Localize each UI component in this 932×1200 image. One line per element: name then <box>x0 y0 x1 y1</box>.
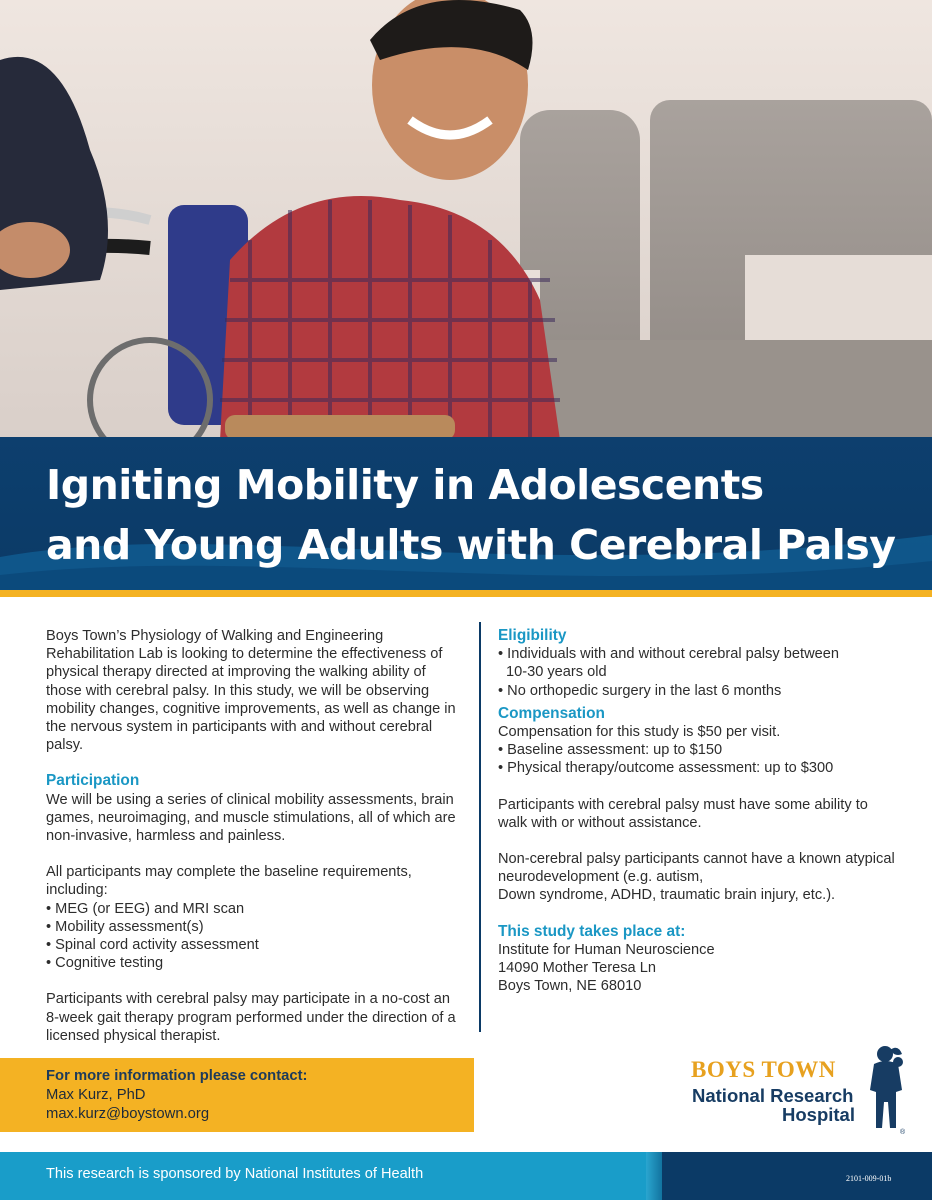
title-line-1: Igniting Mobility in Adolescents <box>46 461 764 509</box>
document-code: 2101-009-01b <box>846 1174 892 1183</box>
eligibility-item: • Individuals with and without cerebral palsy between <box>498 646 839 663</box>
footer-bar-dark <box>662 1152 932 1200</box>
logo-national-research: National Research <box>692 1085 854 1106</box>
compensation-heading: Compensation <box>498 704 605 722</box>
compensation-item: • Baseline assessment: up to $150 <box>498 742 723 759</box>
list-item: • Spinal cord activity assessment <box>46 937 259 954</box>
participation-paragraph-1: We will be using a series of clinical mobility assessments, brain games, neuroimaging, and muscle stimulations, all of which are non-invasive, harmless and painless. <box>46 791 456 845</box>
boy-carrying-child-icon <box>864 1042 910 1138</box>
gold-divider <box>0 590 932 597</box>
compensation-rate: Compensation for this study is $50 per visit. <box>498 724 781 741</box>
eligibility-heading: Eligibility <box>498 627 567 644</box>
list-item: • Cognitive testing <box>46 955 164 972</box>
registered-mark: ® <box>900 1129 906 1136</box>
logo-hospital: Hospital <box>782 1104 855 1125</box>
hero-illustration <box>0 0 932 440</box>
page-title <box>46 455 906 575</box>
location-heading: This study takes place at: <box>498 922 686 940</box>
title-banner <box>0 437 932 593</box>
exclusion-text: Non-cerebral palsy participants cannot have a known atypical neurodevelopment (e.g. autism, <box>498 851 895 886</box>
location-street: 14090 Mother Teresa Ln <box>498 960 656 977</box>
contact-box <box>0 1058 474 1132</box>
eligibility-item: • No orthopedic surgery in the last 6 months <box>498 682 782 699</box>
ability-requirement: Participants with cerebral palsy must have some ability to walk with or without assistance. <box>498 796 868 831</box>
location-city: Boys Town, NE 68010 <box>498 978 642 995</box>
contact-heading: For more information please contact: <box>46 1068 308 1084</box>
participation-heading: Participation <box>46 772 140 790</box>
exclusion-text-continued: Down syndrome, ADHD, traumatic brain injury, etc.). <box>498 887 836 904</box>
eligibility-item-continued: 10-30 years old <box>506 664 607 681</box>
logo-boys-town: BOYS TOWN <box>691 1057 836 1082</box>
list-item: • Mobility assessment(s) <box>46 918 204 935</box>
left-column <box>46 627 456 1045</box>
contact-email[interactable]: max.kurz@boystown.org <box>46 1106 210 1122</box>
intro-paragraph: Boys Town’s Physiology of Walking and Engineering Rehabilitation Lab is looking to determine the effectiveness of physical therapy directed at improving the walking ability of those with cerebral palsy. In this study, we will be observing mobility changes, cognitive improvements, as well as change in the nervous system in participants with and without cerebral palsy. <box>46 628 456 754</box>
compensation-item: • Physical therapy/outcome assessment: up to $300 <box>498 760 834 777</box>
title-line-2: and Young Adults with Cerebral Palsy <box>46 521 896 569</box>
boys-town-logo <box>688 1040 912 1140</box>
hero-photo <box>0 0 932 440</box>
contact-name: Max Kurz, PhD <box>46 1087 146 1103</box>
location-name: Institute for Human Neuroscience <box>498 941 715 958</box>
column-divider <box>479 622 481 1032</box>
sponsor-text: This research is sponsored by National Institutes of Health <box>46 1166 424 1182</box>
participation-paragraph-3: Participants with cerebral palsy may participate in a no-cost an 8-week gait therapy program performed under the direction of a licensed physical therapist. <box>46 991 456 1044</box>
right-column <box>498 627 898 995</box>
participation-paragraph-2: All participants may complete the baseline requirements, including: <box>46 864 412 899</box>
list-item: • MEG (or EEG) and MRI scan <box>46 900 245 917</box>
